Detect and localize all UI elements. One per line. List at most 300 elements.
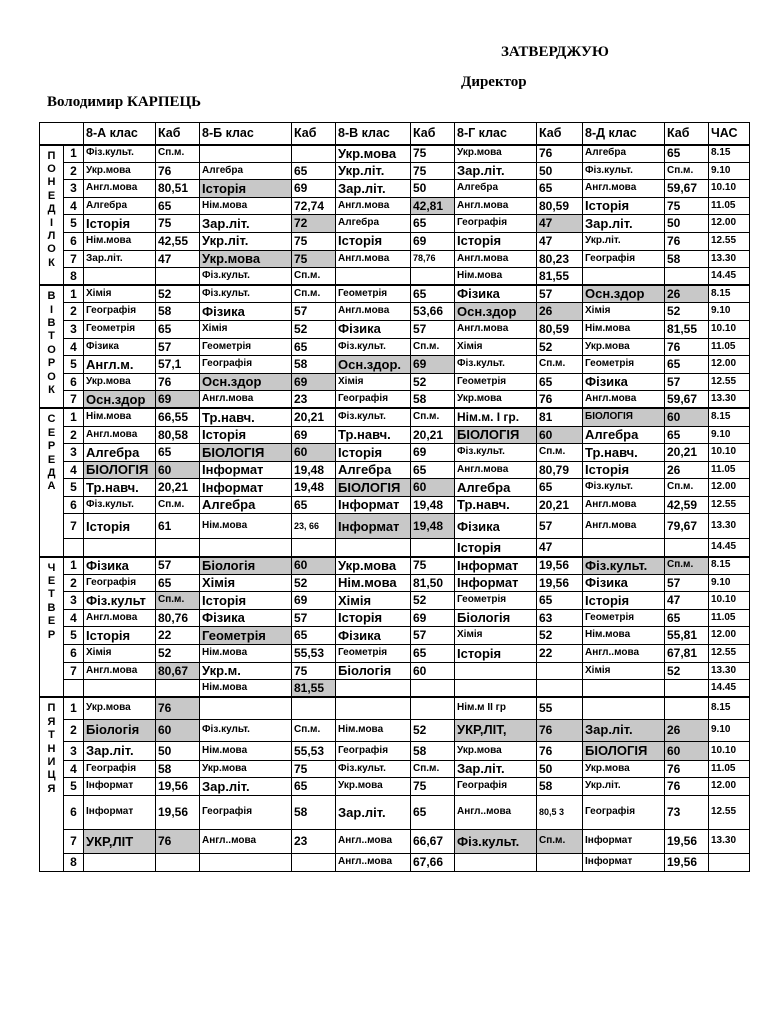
lesson-row: [40, 373, 750, 391]
room-cell: [292, 697, 336, 719]
subject-cell: Біологія: [455, 609, 537, 627]
lesson-row: [40, 592, 750, 610]
room-cell: [156, 539, 200, 557]
subject-cell: БІОЛОГІЯ: [84, 461, 156, 479]
subject-cell: Фізика: [583, 373, 665, 391]
room-cell: 65: [411, 796, 455, 830]
subject-cell: БІОЛОГІЯ: [583, 408, 665, 426]
room-cell: 26: [665, 461, 709, 479]
subject-cell: Історія: [583, 461, 665, 479]
subject-cell: Фізика: [200, 609, 292, 627]
subject-cell: Англ.мова: [583, 180, 665, 198]
room-cell: 60: [156, 719, 200, 741]
lesson-row: [40, 250, 750, 268]
room-cell: 47: [537, 215, 583, 233]
subject-cell: Укр.літ.: [583, 778, 665, 796]
subject-cell: [583, 697, 665, 719]
room-cell: 69: [292, 592, 336, 610]
room-cell: 52: [156, 645, 200, 663]
subject-cell: Тр.навч.: [455, 496, 537, 514]
room-cell: 52: [292, 574, 336, 592]
time-cell: 8.15: [709, 145, 750, 163]
subject-cell: Фізика: [84, 557, 156, 575]
room-cell: Сп.м.: [537, 830, 583, 854]
room-cell: 76: [537, 741, 583, 760]
lesson-row: [40, 461, 750, 479]
subject-cell: Англ.мова: [200, 391, 292, 409]
room-cell: 80,79: [537, 461, 583, 479]
time-cell: 11.05: [709, 197, 750, 215]
room-cell: 69: [156, 391, 200, 409]
room-cell: 76: [156, 162, 200, 180]
room-cell: 58: [537, 778, 583, 796]
subject-cell: Алгебра: [200, 496, 292, 514]
subject-cell: Географія: [455, 778, 537, 796]
room-cell: 67,81: [665, 645, 709, 663]
room-cell: 55,53: [292, 741, 336, 760]
time-cell: 10.10: [709, 444, 750, 462]
room-cell: 60: [537, 426, 583, 444]
room-cell: 79,67: [665, 514, 709, 539]
lesson-number: 6: [64, 373, 84, 391]
lesson-number: 5: [64, 215, 84, 233]
lesson-number: 4: [64, 609, 84, 627]
room-cell: 76: [156, 373, 200, 391]
lesson-row: [40, 426, 750, 444]
room-cell: 80,76: [156, 609, 200, 627]
subject-cell: Англ.мова: [455, 461, 537, 479]
room-cell: 19,48: [292, 479, 336, 497]
subject-cell: Фізика: [200, 303, 292, 321]
room-cell: 57: [156, 557, 200, 575]
subject-cell: Тр.навч.: [200, 408, 292, 426]
subject-cell: Історія: [583, 592, 665, 610]
lesson-row: [40, 854, 750, 872]
room-header: Каб: [292, 123, 336, 145]
subject-cell: Укр.мова: [336, 778, 411, 796]
subject-cell: Нім.мова: [200, 197, 292, 215]
subject-cell: Укр.літ.: [336, 162, 411, 180]
room-cell: 52: [411, 373, 455, 391]
subject-cell: Інформат: [336, 496, 411, 514]
time-cell: 9.10: [709, 574, 750, 592]
day-name: ВІВТОРОК: [47, 290, 56, 397]
room-cell: 81,55: [537, 268, 583, 286]
day-name: ЧЕТВЕР: [47, 561, 56, 641]
subject-cell: Фізика: [583, 574, 665, 592]
room-cell: Сп.м.: [665, 162, 709, 180]
subject-cell: Англ.мова: [583, 496, 665, 514]
room-cell: 52: [665, 303, 709, 321]
subject-cell: Фіз.культ.: [336, 408, 411, 426]
room-cell: 20,21: [537, 496, 583, 514]
room-cell: [665, 697, 709, 719]
room-cell: [537, 680, 583, 698]
subject-cell: Хімія: [336, 592, 411, 610]
time-cell: 12.00: [709, 627, 750, 645]
subject-cell: Алгебра: [455, 180, 537, 198]
subject-cell: Фіз.культ.: [200, 285, 292, 303]
subject-cell: Англ..мова: [336, 830, 411, 854]
room-cell: 75: [665, 197, 709, 215]
subject-cell: [84, 539, 156, 557]
subject-cell: БІОЛОГІЯ: [583, 741, 665, 760]
lesson-row: [40, 338, 750, 356]
subject-cell: Укр.мова: [455, 145, 537, 163]
subject-cell: Укр.мова: [583, 760, 665, 778]
time-cell: 13.30: [709, 830, 750, 854]
room-cell: 58: [411, 741, 455, 760]
subject-cell: Нім.мова: [200, 741, 292, 760]
time-cell: 12.00: [709, 356, 750, 374]
subject-cell: Географія: [583, 250, 665, 268]
lesson-number: [64, 680, 84, 698]
room-cell: 76: [665, 760, 709, 778]
time-cell: 9.10: [709, 162, 750, 180]
subject-cell: Історія: [200, 426, 292, 444]
room-cell: 73: [665, 796, 709, 830]
subject-cell: Англ.мова: [336, 303, 411, 321]
day-label: [40, 697, 64, 871]
subject-cell: Осн.здор: [455, 303, 537, 321]
subject-cell: Історія: [583, 197, 665, 215]
subject-cell: Біологія: [84, 719, 156, 741]
subject-cell: Геометрія: [200, 627, 292, 645]
lesson-row: [40, 514, 750, 539]
room-cell: 42,55: [156, 232, 200, 250]
room-cell: Сп.м.: [156, 592, 200, 610]
time-cell: 11.05: [709, 461, 750, 479]
lesson-row: [40, 662, 750, 680]
lesson-number: 5: [64, 627, 84, 645]
room-cell: 52: [537, 338, 583, 356]
subject-cell: Хімія: [200, 574, 292, 592]
subject-cell: Фізика: [455, 514, 537, 539]
subject-cell: [200, 539, 292, 557]
lesson-row: [40, 627, 750, 645]
time-cell: 12.55: [709, 796, 750, 830]
room-cell: 19,56: [537, 557, 583, 575]
room-cell: 23: [292, 830, 336, 854]
subject-cell: Англ..мова: [336, 854, 411, 872]
room-cell: 75: [411, 778, 455, 796]
room-cell: 67,66: [411, 854, 455, 872]
lesson-row: [40, 778, 750, 796]
time-cell: 8.15: [709, 557, 750, 575]
subject-cell: Хімія: [200, 320, 292, 338]
subject-cell: Англ.мова: [455, 197, 537, 215]
subject-cell: [200, 854, 292, 872]
time-cell: 13.30: [709, 662, 750, 680]
room-cell: 20,21: [292, 408, 336, 426]
subject-cell: БІОЛОГІЯ: [455, 426, 537, 444]
room-cell: 65: [537, 180, 583, 198]
subject-cell: БІОЛОГІЯ: [336, 479, 411, 497]
room-cell: 20,21: [156, 479, 200, 497]
lesson-number: 2: [64, 303, 84, 321]
subject-cell: Алгебра: [200, 162, 292, 180]
room-cell: 23, 66: [292, 514, 336, 539]
room-cell: 65: [665, 356, 709, 374]
subject-cell: Фізика: [455, 285, 537, 303]
subject-cell: Зар.літ.: [200, 778, 292, 796]
room-cell: [156, 680, 200, 698]
subject-cell: Фіз.культ.: [200, 268, 292, 286]
subject-cell: Інформат: [583, 830, 665, 854]
room-cell: 81: [537, 408, 583, 426]
subject-cell: Історія: [200, 592, 292, 610]
room-cell: 53,66: [411, 303, 455, 321]
subject-cell: Осн.здор: [583, 285, 665, 303]
lesson-row: [40, 557, 750, 575]
subject-cell: Фіз.культ.: [200, 719, 292, 741]
room-cell: 81,50: [411, 574, 455, 592]
subject-cell: Тр.навч.: [84, 479, 156, 497]
lesson-number: 3: [64, 180, 84, 198]
lesson-number: 3: [64, 444, 84, 462]
room-cell: 57: [156, 338, 200, 356]
lesson-row: [40, 232, 750, 250]
subject-cell: [336, 697, 411, 719]
room-cell: 65: [292, 627, 336, 645]
room-cell: 65: [156, 320, 200, 338]
subject-cell: Інформат: [336, 514, 411, 539]
time-cell: 12.00: [709, 215, 750, 233]
room-cell: 50: [537, 760, 583, 778]
lesson-row: [40, 197, 750, 215]
subject-cell: [455, 854, 537, 872]
subject-cell: Укр.літ.: [583, 232, 665, 250]
time-cell: 10.10: [709, 320, 750, 338]
class-header: 8-Г клас: [455, 123, 537, 145]
subject-cell: Хімія: [583, 303, 665, 321]
subject-cell: Укр.мова: [583, 338, 665, 356]
subject-cell: Хімія: [455, 338, 537, 356]
subject-cell: Фіз.культ.: [336, 760, 411, 778]
subject-cell: Англ.мова: [84, 426, 156, 444]
subject-cell: Алгебра: [84, 444, 156, 462]
subject-cell: Алгебра: [336, 215, 411, 233]
room-cell: 59,67: [665, 180, 709, 198]
room-cell: 65: [411, 461, 455, 479]
lesson-row: [40, 391, 750, 409]
time-cell: 11.05: [709, 760, 750, 778]
room-cell: 76: [537, 719, 583, 741]
room-cell: 52: [156, 285, 200, 303]
room-cell: 60: [292, 557, 336, 575]
lesson-number: 2: [64, 574, 84, 592]
room-cell: [665, 680, 709, 698]
room-header: Каб: [665, 123, 709, 145]
time-cell: 12.55: [709, 232, 750, 250]
room-cell: 47: [665, 592, 709, 610]
subject-cell: Інформат: [455, 574, 537, 592]
subject-cell: Нім.мова: [583, 320, 665, 338]
room-cell: 26: [665, 285, 709, 303]
room-cell: 76: [665, 338, 709, 356]
subject-cell: Геометрія: [583, 356, 665, 374]
time-cell: 12.55: [709, 373, 750, 391]
lesson-number: 2: [64, 719, 84, 741]
lesson-number: 4: [64, 461, 84, 479]
lesson-number: 7: [64, 514, 84, 539]
subject-cell: Зар.літ.: [84, 250, 156, 268]
room-cell: 57,1: [156, 356, 200, 374]
subject-cell: Географія: [200, 356, 292, 374]
room-cell: 76: [156, 697, 200, 719]
lesson-number: 2: [64, 426, 84, 444]
room-cell: 19,48: [411, 514, 455, 539]
room-cell: 52: [292, 320, 336, 338]
subject-cell: Фіз.культ.: [583, 557, 665, 575]
room-cell: 55,53: [292, 645, 336, 663]
subject-cell: Нім.м. І гр.: [455, 408, 537, 426]
subject-cell: Історія: [84, 627, 156, 645]
room-cell: Сп.м.: [665, 557, 709, 575]
subject-cell: Нім.мова: [84, 408, 156, 426]
subject-cell: Алгебра: [583, 426, 665, 444]
lesson-number: 7: [64, 391, 84, 409]
lesson-number: 7: [64, 250, 84, 268]
room-header: Каб: [156, 123, 200, 145]
subject-cell: Зар.літ.: [455, 760, 537, 778]
time-cell: 12.55: [709, 496, 750, 514]
subject-cell: Укр.мова: [455, 741, 537, 760]
lesson-row: [40, 645, 750, 663]
room-cell: 57: [537, 285, 583, 303]
lesson-number: 1: [64, 557, 84, 575]
room-cell: 65: [156, 197, 200, 215]
subject-cell: Геометрія: [336, 645, 411, 663]
room-cell: 81,55: [292, 680, 336, 698]
director-name: Володимир КАРПЕЦЬ: [47, 94, 202, 110]
room-cell: 65: [665, 609, 709, 627]
day-name: СЕРЕДА: [47, 413, 56, 493]
time-cell: 12.00: [709, 778, 750, 796]
subject-cell: Географія: [336, 391, 411, 409]
time-cell: 9.10: [709, 303, 750, 321]
subject-cell: Історія: [455, 232, 537, 250]
subject-cell: Зар.літ.: [455, 162, 537, 180]
day-name: ПОНЕДІЛОК: [47, 149, 56, 269]
room-cell: [292, 854, 336, 872]
lesson-number: 8: [64, 854, 84, 872]
lesson-row: [40, 268, 750, 286]
subject-cell: Інформат: [583, 854, 665, 872]
room-cell: [292, 539, 336, 557]
time-cell: 9.10: [709, 719, 750, 741]
subject-cell: Англ.мова: [336, 197, 411, 215]
room-cell: Сп.м.: [665, 479, 709, 497]
subject-cell: Осн.здор: [84, 391, 156, 409]
subject-cell: Історія: [200, 180, 292, 198]
subject-cell: УКР,ЛІТ: [84, 830, 156, 854]
subject-cell: Тр.навч.: [583, 444, 665, 462]
room-cell: 65: [665, 145, 709, 163]
subject-cell: Фізика: [336, 627, 411, 645]
room-header: Каб: [411, 123, 455, 145]
room-cell: 80,67: [156, 662, 200, 680]
room-cell: 66,55: [156, 408, 200, 426]
room-cell: 65: [411, 285, 455, 303]
room-cell: 19,56: [665, 854, 709, 872]
lesson-row: [40, 356, 750, 374]
room-cell: 66,67: [411, 830, 455, 854]
subject-cell: Біологія: [200, 557, 292, 575]
time-cell: 8.15: [709, 285, 750, 303]
subject-cell: Укр.мова: [336, 145, 411, 163]
room-cell: 69: [411, 232, 455, 250]
time-cell: 13.30: [709, 250, 750, 268]
subject-cell: Осн.здор.: [336, 356, 411, 374]
subject-cell: Англ.мова: [455, 250, 537, 268]
room-cell: [411, 268, 455, 286]
subject-cell: Географія: [455, 215, 537, 233]
room-cell: Сп.м.: [156, 145, 200, 163]
lesson-row: [40, 145, 750, 163]
room-cell: 19,48: [292, 461, 336, 479]
subject-cell: Хімія: [455, 627, 537, 645]
subject-cell: Інформат: [455, 557, 537, 575]
subject-cell: Укр.літ.: [200, 232, 292, 250]
subject-cell: Укр.мова: [455, 391, 537, 409]
room-cell: 65: [156, 444, 200, 462]
room-cell: [411, 539, 455, 557]
room-cell: 80,58: [156, 426, 200, 444]
room-cell: 80,59: [537, 197, 583, 215]
subject-cell: Англ.м.: [84, 356, 156, 374]
lesson-number: 4: [64, 338, 84, 356]
lesson-number: 7: [64, 830, 84, 854]
room-cell: 60: [292, 444, 336, 462]
room-cell: 69: [292, 426, 336, 444]
room-cell: Сп.м.: [292, 719, 336, 741]
subject-cell: Інформат: [200, 461, 292, 479]
subject-cell: Укр.мова: [200, 760, 292, 778]
room-cell: 50: [411, 180, 455, 198]
subject-cell: Алгебра: [84, 197, 156, 215]
lesson-row: [40, 719, 750, 741]
room-cell: 69: [292, 180, 336, 198]
lesson-row: [40, 609, 750, 627]
subject-cell: [583, 268, 665, 286]
lesson-number: 5: [64, 778, 84, 796]
room-cell: [665, 539, 709, 557]
room-cell: 57: [665, 373, 709, 391]
room-cell: 76: [537, 391, 583, 409]
room-cell: 22: [537, 645, 583, 663]
subject-cell: Фіз.культ.: [455, 356, 537, 374]
subject-cell: Фіз.культ: [84, 592, 156, 610]
subject-cell: Нім.мова: [84, 232, 156, 250]
room-cell: 57: [537, 514, 583, 539]
room-cell: 78,76: [411, 250, 455, 268]
room-cell: 19,56: [537, 574, 583, 592]
day-label: [40, 557, 64, 698]
time-cell: 9.10: [709, 426, 750, 444]
subject-cell: [455, 662, 537, 680]
subject-cell: Географія: [84, 760, 156, 778]
subject-cell: [336, 539, 411, 557]
room-cell: 75: [292, 232, 336, 250]
lesson-row: [40, 697, 750, 719]
subject-cell: Геометрія: [583, 609, 665, 627]
lesson-row: [40, 760, 750, 778]
subject-cell: Укр.мова: [200, 250, 292, 268]
subject-cell: Інформат: [84, 778, 156, 796]
time-cell: 10.10: [709, 180, 750, 198]
subject-cell: [84, 680, 156, 698]
